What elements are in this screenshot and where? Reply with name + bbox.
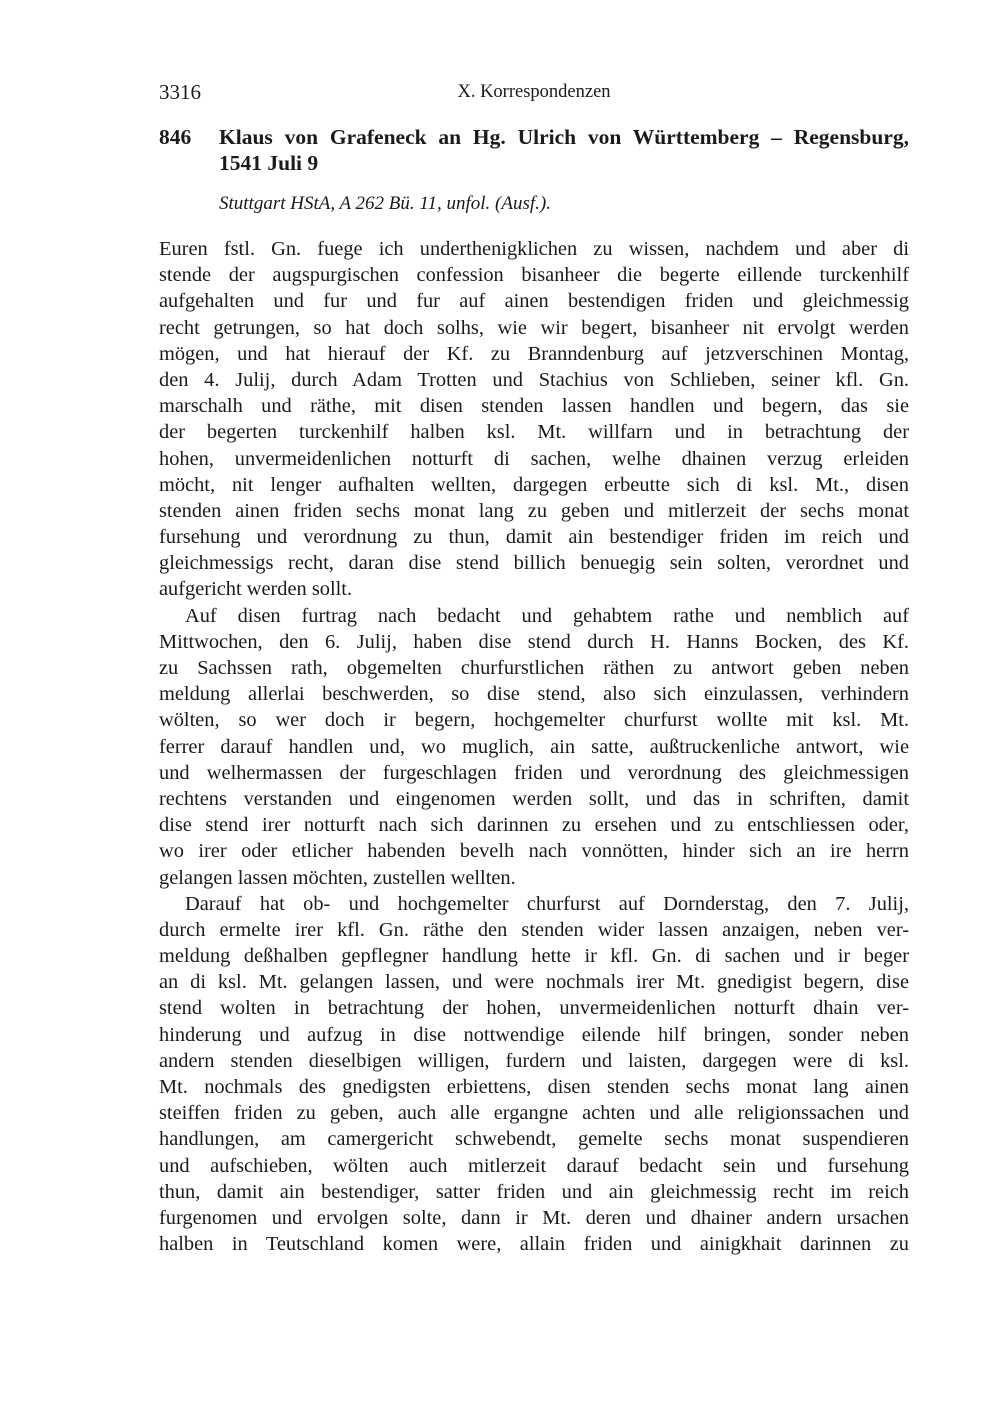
text-line: Euren fstl. Gn. fuege ich underthenigklichen zu wissen, nachdem und aber di: [159, 238, 909, 260]
paragraph-3: [159, 891, 909, 1258]
text-line: marschalh und räthe, mit disen stenden lassen handlen und begern, das sie: [159, 395, 909, 418]
text-line: ferrer darauf handlen und, wo muglich, ain satte, außtruckenliche antwort, wie: [159, 735, 909, 758]
text-line: stend wolten in betrachtung der hohen, unvermeidenlichen notturft dhain ver-: [159, 997, 909, 1020]
text-line: Mittwochen, den 6. Julij, haben dise stend durch H. Hanns Bocken, des Kf.: [159, 630, 909, 653]
title-line: Klaus von Grafeneck an Hg. Ulrich von Württemberg – Regensburg,: [219, 125, 909, 149]
section-title: X. Korrespondenzen: [457, 82, 611, 102]
text-line: der begerten turckenhilf halben ksl. Mt. willfarn und in betrachtung der: [159, 421, 909, 444]
text-line: stende der augspurgischen confession bisanheer die begerte eillende turckenhilf: [159, 264, 909, 287]
document-title: [219, 124, 909, 176]
text-line: meldung allerlai beschwerden, so dise stend, also sich einzulassen, verhindern: [159, 683, 909, 706]
text-line: aufgericht werden sollt.: [159, 578, 353, 601]
text-line: gelangen lassen möchten, zustellen wellten.: [159, 866, 516, 889]
text-line: recht getrungen, so hat doch solhs, wie wir begert, bisanheer nit ervolgt werden: [159, 316, 909, 339]
text-line: hohen, unvermeidenlichen notturft di sachen, welhe dhainen verzug erleiden: [159, 447, 909, 470]
text-line: Darauf hat ob- und hochgemelter churfurst auf Dornderstag, den 7. Julij,: [185, 892, 909, 915]
text-line: möcht, nit lenger aufhalten wellten, dargegen erbeutte sich di ksl. Mt., disen: [159, 473, 909, 496]
text-line: handlungen, am camergericht schwebendt, gemelte sechs monat suspendieren: [159, 1128, 909, 1151]
text-line: fursehung und verordnung zu thun, damit ain bestendiger friden im reich und: [159, 526, 909, 549]
text-line: rechtens verstanden und eingenomen werden sollt, und das in schriften, damit: [159, 787, 909, 810]
text-line: an di ksl. Mt. gelangen lassen, und were nochmals irer Mt. gnedigist begern, dise: [159, 971, 909, 994]
text-line: mögen, und hat hierauf der Kf. zu Branndenburg auf jetzverschinen Montag,: [159, 342, 909, 365]
text-line: andern stenden dieselbigen willigen, furdern und laisten, dargegen were di ksl.: [159, 1049, 909, 1072]
text-line: zu Sachssen rath, obgemelten churfurstlichen räthen zu antwort geben neben: [159, 657, 909, 679]
document-number: 846: [159, 125, 192, 149]
text-line: durch ermelte irer kfl. Gn. räthe den stenden wider lassen anzaigen, neben ver-: [159, 918, 909, 941]
text-line: steiffen friden zu geben, auch alle ergangne achten und alle religionssachen und: [159, 1102, 909, 1125]
text-line: hinderung und aufzug in dise nottwendige eilende hilf bringen, sonder neben: [159, 1023, 909, 1046]
text-line: furgenomen und ervolgen solte, dann ir Mt. deren und dhainer andern ursachen: [159, 1206, 909, 1229]
text-line: den 4. Julij, durch Adam Trotten und Stachius von Schlieben, seiner kfl. Gn.: [159, 368, 909, 391]
text-line: wo irer oder etlicher habenden bevelh nach vonnötten, hinder sich an ire herrn: [159, 840, 909, 863]
page-number: 3316: [159, 80, 201, 104]
archival-source: Stuttgart HStA, A 262 Bü. 11, unfol. (Ausf.).: [219, 193, 551, 214]
running-head: [159, 80, 909, 108]
text-line: und aufschieben, wölten auch mitlerzeit darauf bedacht sein und fursehung: [159, 1154, 909, 1177]
text-line: wölten, so wer doch ir begern, hochgemelter churfurst wollte mit ksl. Mt.: [159, 709, 909, 732]
text-line: dise stend irer notturft nach sich darinnen zu ersehen und zu entschliessen oder,: [159, 814, 909, 837]
paragraph-2: [159, 603, 909, 891]
text-line: stenden ainen friden sechs monat lang zu geben und mitlerzeit der sechs monat: [159, 499, 909, 522]
text-line: meldung deßhalben gepflegner handlung hette ir kfl. Gn. di sachen und ir beger: [159, 945, 909, 968]
text-line: gleichmessigs recht, daran dise stend billich benuegig sein solten, verordnet und: [159, 552, 909, 575]
body-text: [159, 236, 909, 1257]
text-line: thun, damit ain bestendiger, satter friden und ain gleichmessig recht im reich: [159, 1180, 909, 1203]
text-line: aufgehalten und fur und fur auf ainen bestendigen friden und gleichmessig: [159, 290, 909, 313]
paragraph-1: [159, 236, 909, 603]
text-line: Auf disen furtrag nach bedacht und gehabtem rathe und nemblich auf: [185, 604, 909, 627]
text-line: halben in Teutschland komen were, allain friden und ainigkhait darinnen zu: [159, 1233, 909, 1256]
text-line: und welhermassen der furgeschlagen friden und verordnung des gleichmessigen: [159, 761, 909, 784]
title-line: 1541 Juli 9: [219, 151, 319, 175]
text-line: Mt. nochmals des gnedigsten erbiettens, disen stenden sechs monat lang ainen: [159, 1076, 909, 1098]
